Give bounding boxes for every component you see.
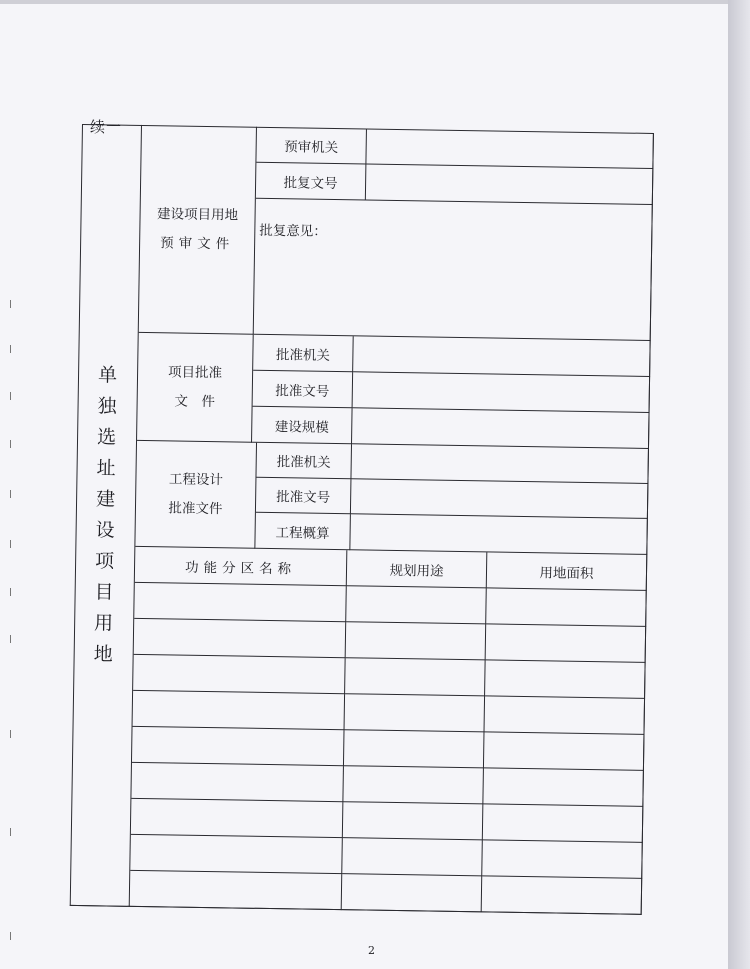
construction-scale-field[interactable] xyxy=(352,408,650,449)
planned-use-cell[interactable] xyxy=(346,622,487,660)
approval-authority-field[interactable] xyxy=(353,336,651,377)
binding-mark xyxy=(10,635,11,643)
project-approval-label xyxy=(137,333,254,443)
zone-name-cell[interactable] xyxy=(133,655,346,694)
land-area-cell[interactable] xyxy=(483,768,644,807)
planned-use-cell[interactable] xyxy=(345,694,486,732)
approval-number-field[interactable] xyxy=(353,372,651,413)
side-title-char: 建 xyxy=(95,487,116,511)
side-title-char: 地 xyxy=(93,642,113,666)
label-line: 批准文件 xyxy=(168,499,223,517)
design-approval-number-label: 批准文号 xyxy=(256,478,352,514)
approval-authority-label: 批准机关 xyxy=(253,335,354,373)
land-area-cell[interactable] xyxy=(482,840,643,879)
binding-mark xyxy=(10,490,11,498)
zone-name-cell[interactable] xyxy=(134,619,347,658)
planned-use-header: 规划用途 xyxy=(347,550,488,588)
zone-name-cell[interactable] xyxy=(130,871,343,910)
side-title-char: 单 xyxy=(97,363,118,387)
land-area-cell[interactable] xyxy=(482,876,643,915)
planned-use-cell[interactable] xyxy=(342,838,483,876)
binding-mark xyxy=(10,440,11,448)
zone-name-cell[interactable] xyxy=(133,691,346,730)
land-area-cell[interactable] xyxy=(485,660,646,699)
side-title-char: 用 xyxy=(93,611,114,635)
planned-use-cell[interactable] xyxy=(342,874,483,912)
label-line: 建设项目用地 xyxy=(156,205,239,223)
label-line: 文 件 xyxy=(174,392,216,410)
planned-use-cell[interactable] xyxy=(343,802,484,840)
approval-opinion-field[interactable] xyxy=(254,199,653,341)
zone-name-cell[interactable] xyxy=(131,763,344,802)
budget-estimate-label: 工程概算 xyxy=(255,513,351,550)
land-area-cell[interactable] xyxy=(484,732,645,771)
side-title-char: 址 xyxy=(96,456,116,480)
approval-doc-number-label: 批复文号 xyxy=(256,163,367,201)
zone-name-cell[interactable] xyxy=(131,799,344,838)
planned-use-cell[interactable] xyxy=(344,730,485,768)
planned-use-cell[interactable] xyxy=(343,766,484,804)
planned-use-cell[interactable] xyxy=(345,658,486,696)
side-title-char: 独 xyxy=(97,394,117,418)
design-approval-authority-label: 批准机关 xyxy=(256,443,352,479)
binding-mark xyxy=(10,345,11,353)
engineering-design-label xyxy=(135,441,257,549)
label-line: 预审文件 xyxy=(160,234,235,252)
land-area-header: 用地面积 xyxy=(487,552,648,591)
pre-review-authority-field[interactable] xyxy=(366,128,654,169)
zone-name-cell[interactable] xyxy=(134,583,347,622)
side-title-char: 选 xyxy=(96,425,117,449)
land-area-cell[interactable] xyxy=(483,804,644,843)
zone-name-header: 功能分区名称 xyxy=(135,547,348,586)
approval-opinion-label: 批复意见： xyxy=(259,222,327,240)
budget-estimate-field[interactable] xyxy=(350,514,648,555)
binding-mark xyxy=(10,588,11,596)
continued-label: 续一 xyxy=(90,118,123,136)
planned-use-cell[interactable] xyxy=(346,586,487,624)
approval-number-label: 批准文号 xyxy=(253,371,354,409)
side-title-char: 目 xyxy=(94,580,114,604)
land-use-form xyxy=(70,124,654,915)
design-approval-number-field[interactable] xyxy=(351,479,649,519)
page-number: 2 xyxy=(368,944,375,957)
binding-mark xyxy=(10,540,11,548)
land-area-cell[interactable] xyxy=(486,624,647,663)
binding-mark xyxy=(10,730,11,738)
land-pre-review-label xyxy=(139,125,257,335)
land-area-cell[interactable] xyxy=(484,696,645,735)
side-title-char: 设 xyxy=(95,518,115,542)
label-line: 项目批准 xyxy=(167,363,223,381)
binding-mark xyxy=(10,300,11,308)
binding-mark xyxy=(10,392,11,400)
binding-mark xyxy=(10,932,11,940)
zone-name-cell[interactable] xyxy=(130,835,343,874)
design-approval-authority-field[interactable] xyxy=(351,444,649,484)
page-edge-shadow xyxy=(728,0,750,969)
side-title-char: 项 xyxy=(94,549,115,573)
construction-scale-label: 建设规模 xyxy=(252,407,353,445)
label-line: 工程设计 xyxy=(168,470,224,488)
scan-edge xyxy=(0,0,728,4)
zone-name-cell[interactable] xyxy=(132,727,345,766)
land-area-cell[interactable] xyxy=(486,588,647,627)
approval-doc-number-field[interactable] xyxy=(366,164,654,205)
pre-review-authority-label: 预审机关 xyxy=(256,127,367,165)
binding-mark xyxy=(10,828,11,836)
